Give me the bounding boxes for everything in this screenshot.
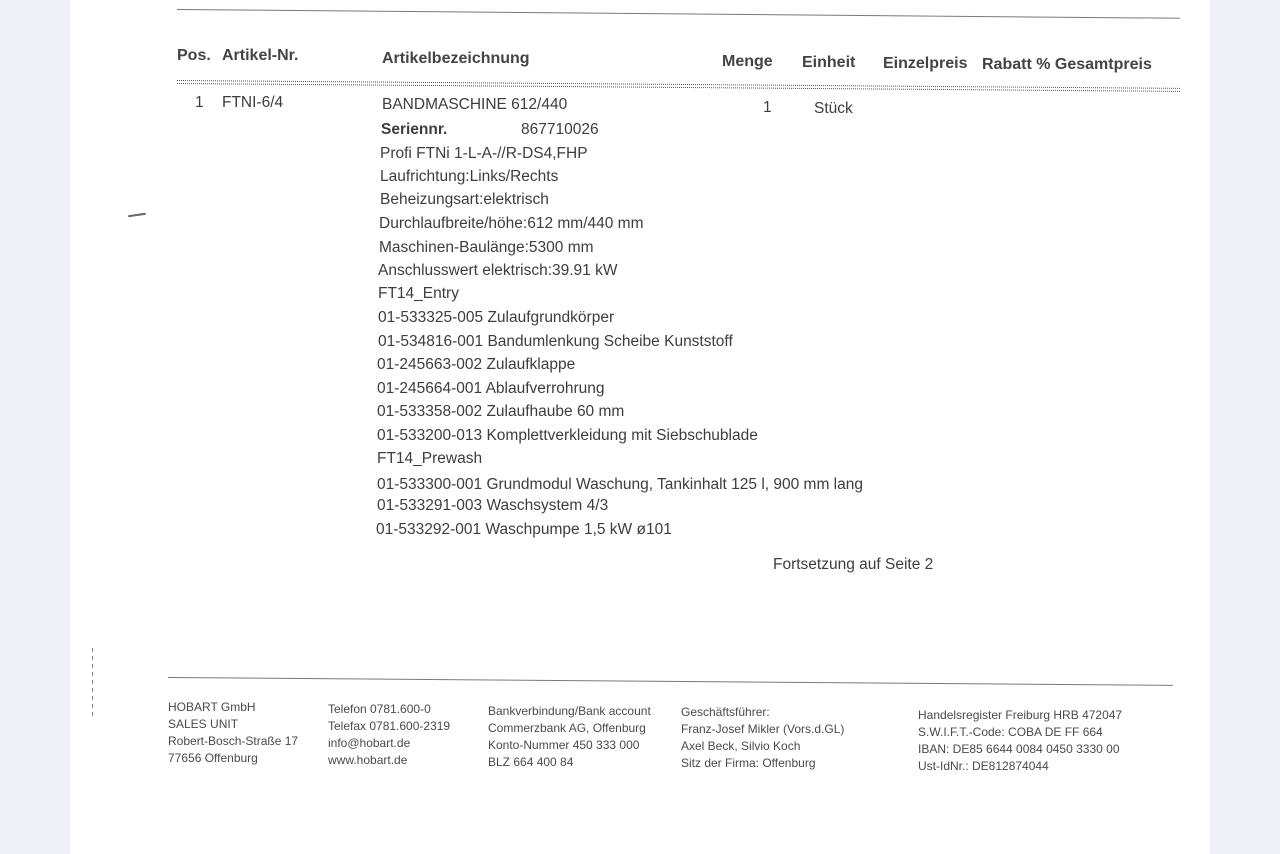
item-einheit: Stück — [814, 100, 853, 117]
description-line: 01-533358-002 Zulaufhaube 60 mm — [377, 403, 625, 420]
footer-company-street: Robert-Bosch-Straße 17 — [168, 734, 299, 748]
item-pos: 1 — [195, 94, 204, 111]
description-line: 01-534816-001 Bandumlenkung Scheibe Kunststoff — [378, 333, 733, 350]
description-line: Anschlusswert elektrisch:39.91 kW — [378, 262, 618, 279]
footer-register-vat: Ust-IdNr.: DE812874044 — [918, 759, 1049, 773]
description-line: 01-245663-002 Zulaufklappe — [377, 356, 576, 373]
description-line: Profi FTNi 1-L-A-//R-DS4,FHP — [380, 145, 588, 162]
footer-company — [168, 699, 298, 767]
description-line: Laufrichtung:Links/Rechts — [380, 168, 559, 185]
header-einheit: Einheit — [802, 54, 856, 71]
footer-bank-account: Konto-Nummer 450 333 000 — [488, 738, 640, 752]
item-artikel-nr: FTNI-6/4 — [222, 94, 284, 111]
description-line: 01-533292-001 Waschpumpe 1,5 kW ø101 — [376, 521, 672, 538]
footer-bank-title: Bankverbindung/Bank account — [488, 704, 651, 718]
description-line: 01-245664-001 Ablaufverrohrung — [377, 380, 605, 397]
footer-bank-blz: BLZ 664 400 84 — [488, 755, 574, 769]
footer-management — [681, 704, 844, 772]
serial-value: 867710026 — [521, 121, 599, 138]
footer-bank-name: Commerzbank AG, Offenburg — [488, 721, 646, 735]
footer-company-name: HOBART GmbH — [168, 700, 256, 714]
footer-management-title: Geschäftsführer: — [681, 705, 770, 719]
description-line: FT14_Entry — [378, 285, 459, 302]
footer-management-members: Axel Beck, Silvio Koch — [681, 739, 801, 753]
footer-management-seat: Sitz der Firma: Offenburg — [681, 756, 816, 770]
footer-register-iban: IBAN: DE85 6644 0084 0450 3330 00 — [918, 742, 1120, 756]
footer-email: info@hobart.de — [328, 736, 411, 750]
description-line: 01-533300-001 Grundmodul Waschung, Tankinhalt 125 l, 900 mm lang — [377, 476, 863, 493]
header-pos: Pos. — [177, 47, 211, 64]
description-line: 01-533200-013 Komplettverkleidung mit Siebschublade — [377, 427, 758, 444]
header-rabatt-gesamtpreis: Rabatt % Gesamtpreis — [982, 56, 1152, 73]
header-menge: Menge — [722, 53, 773, 70]
item-menge: 1 — [763, 99, 772, 116]
header-einzelpreis: Einzelpreis — [883, 55, 968, 72]
footer-website: www.hobart.de — [328, 753, 408, 767]
footer-register-swift: S.W.I.F.T.-Code: COBA DE FF 664 — [918, 725, 1103, 739]
header-bezeichnung: Artikelbezeichnung — [382, 50, 530, 67]
footer-register-hrb: Handelsregister Freiburg HRB 472047 — [918, 708, 1123, 722]
continuation-note: Fortsetzung auf Seite 2 — [773, 556, 934, 573]
description-line: 01-533291-003 Waschsystem 4/3 — [377, 497, 609, 514]
description-line: Beheizungsart:elektrisch — [380, 191, 549, 208]
footer-phone: Telefon 0781.600-0 — [328, 702, 431, 716]
header-artikel-nr: Artikel-Nr. — [222, 47, 299, 64]
description-line: Maschinen-Baulänge:5300 mm — [379, 239, 594, 256]
footer-register — [918, 707, 1122, 775]
footer-company-city: 77656 Offenburg — [168, 751, 258, 765]
footer-management-ceo: Franz-Josef Mikler (Vors.d.GL) — [681, 722, 845, 736]
footer-bank — [488, 703, 651, 771]
description-line: 01-533325-005 Zulaufgrundkörper — [378, 309, 615, 326]
description-line: FT14_Prewash — [377, 450, 483, 467]
scan-mark — [92, 648, 93, 716]
footer-contact — [328, 701, 450, 769]
description-line: Durchlaufbreite/höhe:612 mm/440 mm — [379, 215, 644, 232]
item-title: BANDMASCHINE 612/440 — [382, 96, 568, 113]
footer-company-unit: SALES UNIT — [168, 717, 239, 731]
footer-fax: Telefax 0781.600-2319 — [328, 719, 451, 733]
serial-label: Seriennr. — [381, 121, 448, 138]
